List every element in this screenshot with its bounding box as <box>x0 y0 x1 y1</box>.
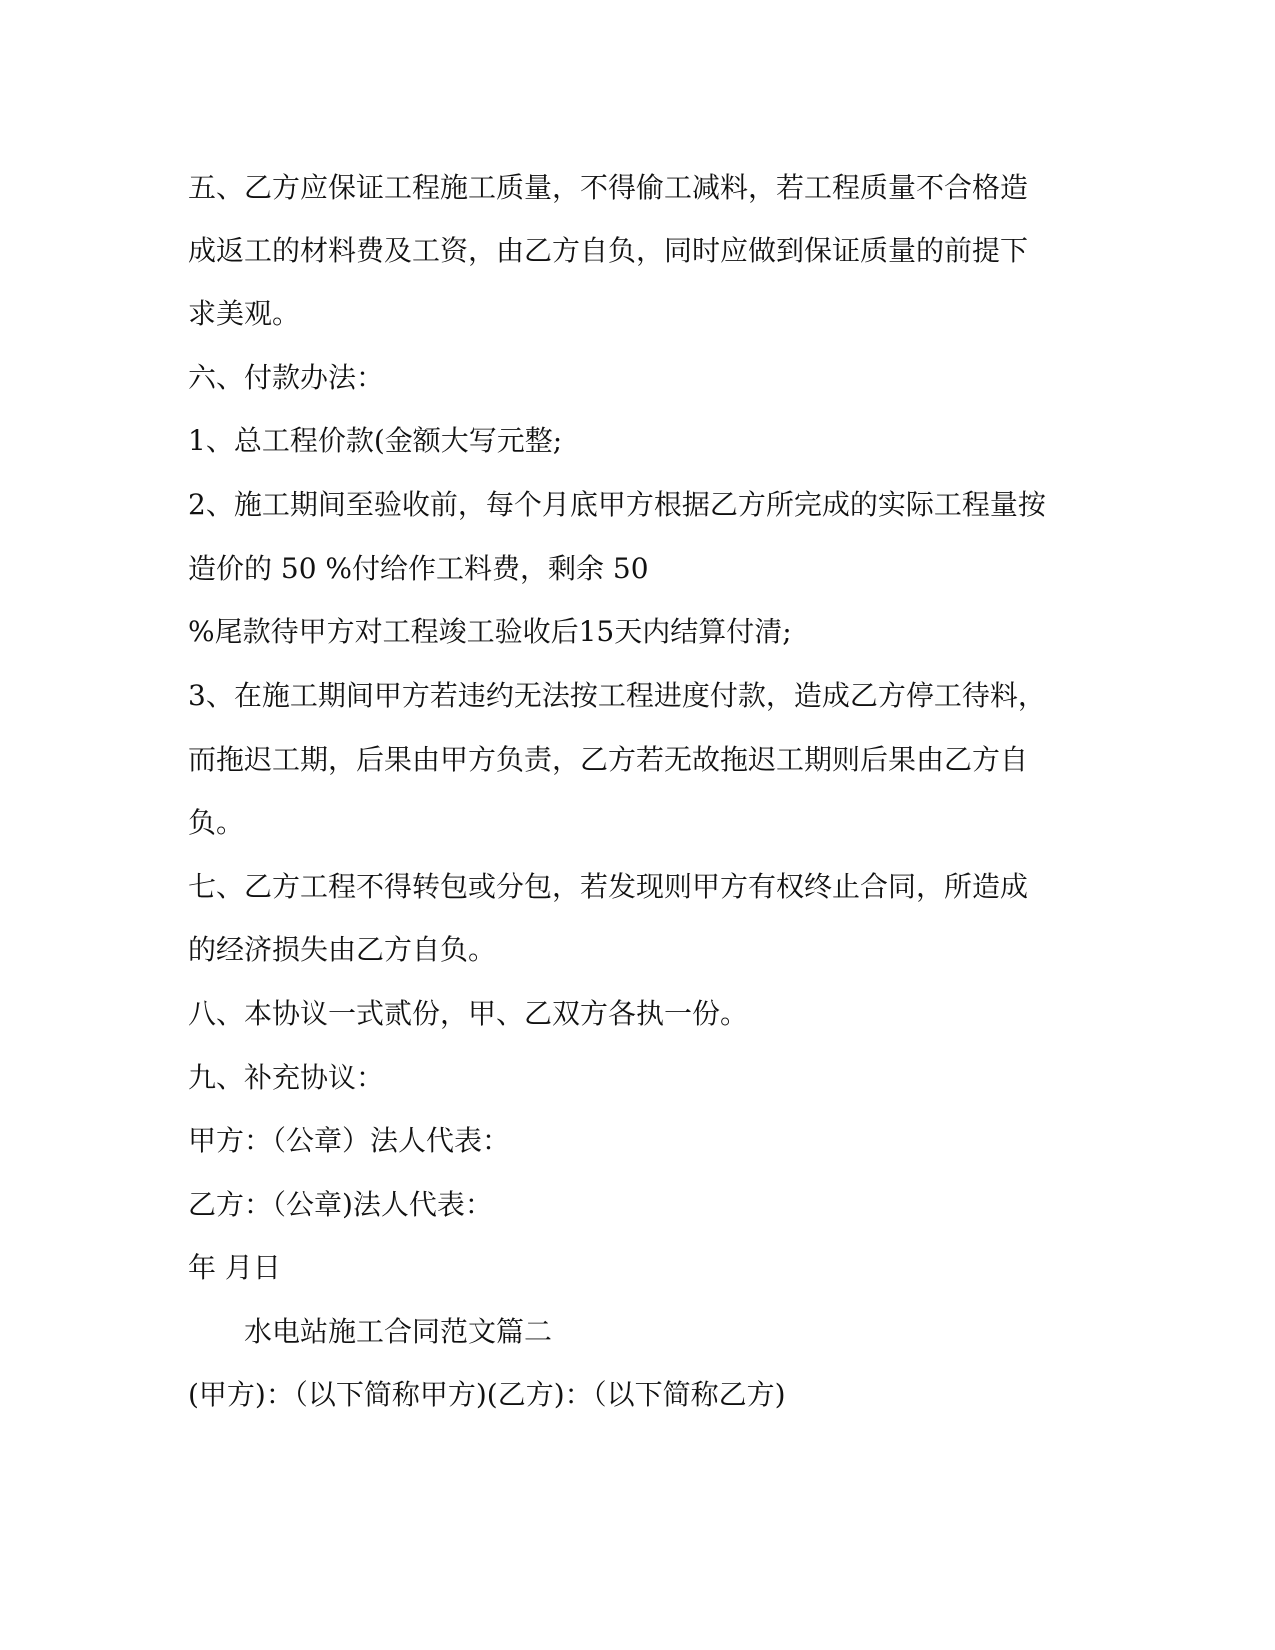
section-title: 水电站施工合同范文篇二 <box>244 1315 553 1348</box>
party-b-signature: 乙方：（公章)法人代表： <box>188 1188 493 1221</box>
clause-8: 八、本协议一式贰份，甲、乙双方各执一份。 <box>188 997 749 1030</box>
clause-7-line-2: 的经济损失由乙方自负。 <box>188 933 497 966</box>
clause-6-heading: 六、付款办法： <box>188 361 385 394</box>
clause-5-line-3: 求美观。 <box>188 297 301 330</box>
clause-7-line-1: 七、乙方工程不得转包或分包，若发现则甲方有权终止合同，所造成 <box>188 870 1029 903</box>
party-a-signature: 甲方：（公章）法人代表： <box>188 1124 511 1157</box>
signature-date: 年 月日 <box>188 1251 281 1284</box>
clause-6-item-3-line-1: 3、在施工期间甲方若违约无法按工程进度付款，造成乙方停工待料， <box>188 679 1046 712</box>
clause-6-item-2-line-2: 造价的 50 %付给作工料费，剩余 50 <box>188 552 649 585</box>
clause-6-item-3-line-2: 而拖迟工期，后果由甲方负责，乙方若无故拖迟工期则后果由乙方自 <box>188 743 1029 776</box>
clause-6-item-1: 1、总工程价款(金额大写元整; <box>188 424 563 457</box>
clause-5-line-2: 成返工的材料费及工资，由乙方自负，同时应做到保证质量的前提下 <box>188 234 1029 267</box>
clause-9: 九、补充协议： <box>188 1061 385 1094</box>
clause-6-item-2-line-3: %尾款待甲方对工程竣工验收后15天内结算付清; <box>188 615 792 648</box>
clause-6-item-3-line-3: 负。 <box>188 806 245 839</box>
clause-6-item-2-line-1: 2、施工期间至验收前，每个月底甲方根据乙方所完成的实际工程量按 <box>188 488 1046 521</box>
clause-5-line-1: 五、乙方应保证工程施工质量，不得偷工减料，若工程质量不合格造 <box>188 171 1029 204</box>
parties-line: (甲方)：（以下简称甲方)(乙方)：（以下简称乙方) <box>188 1378 786 1411</box>
